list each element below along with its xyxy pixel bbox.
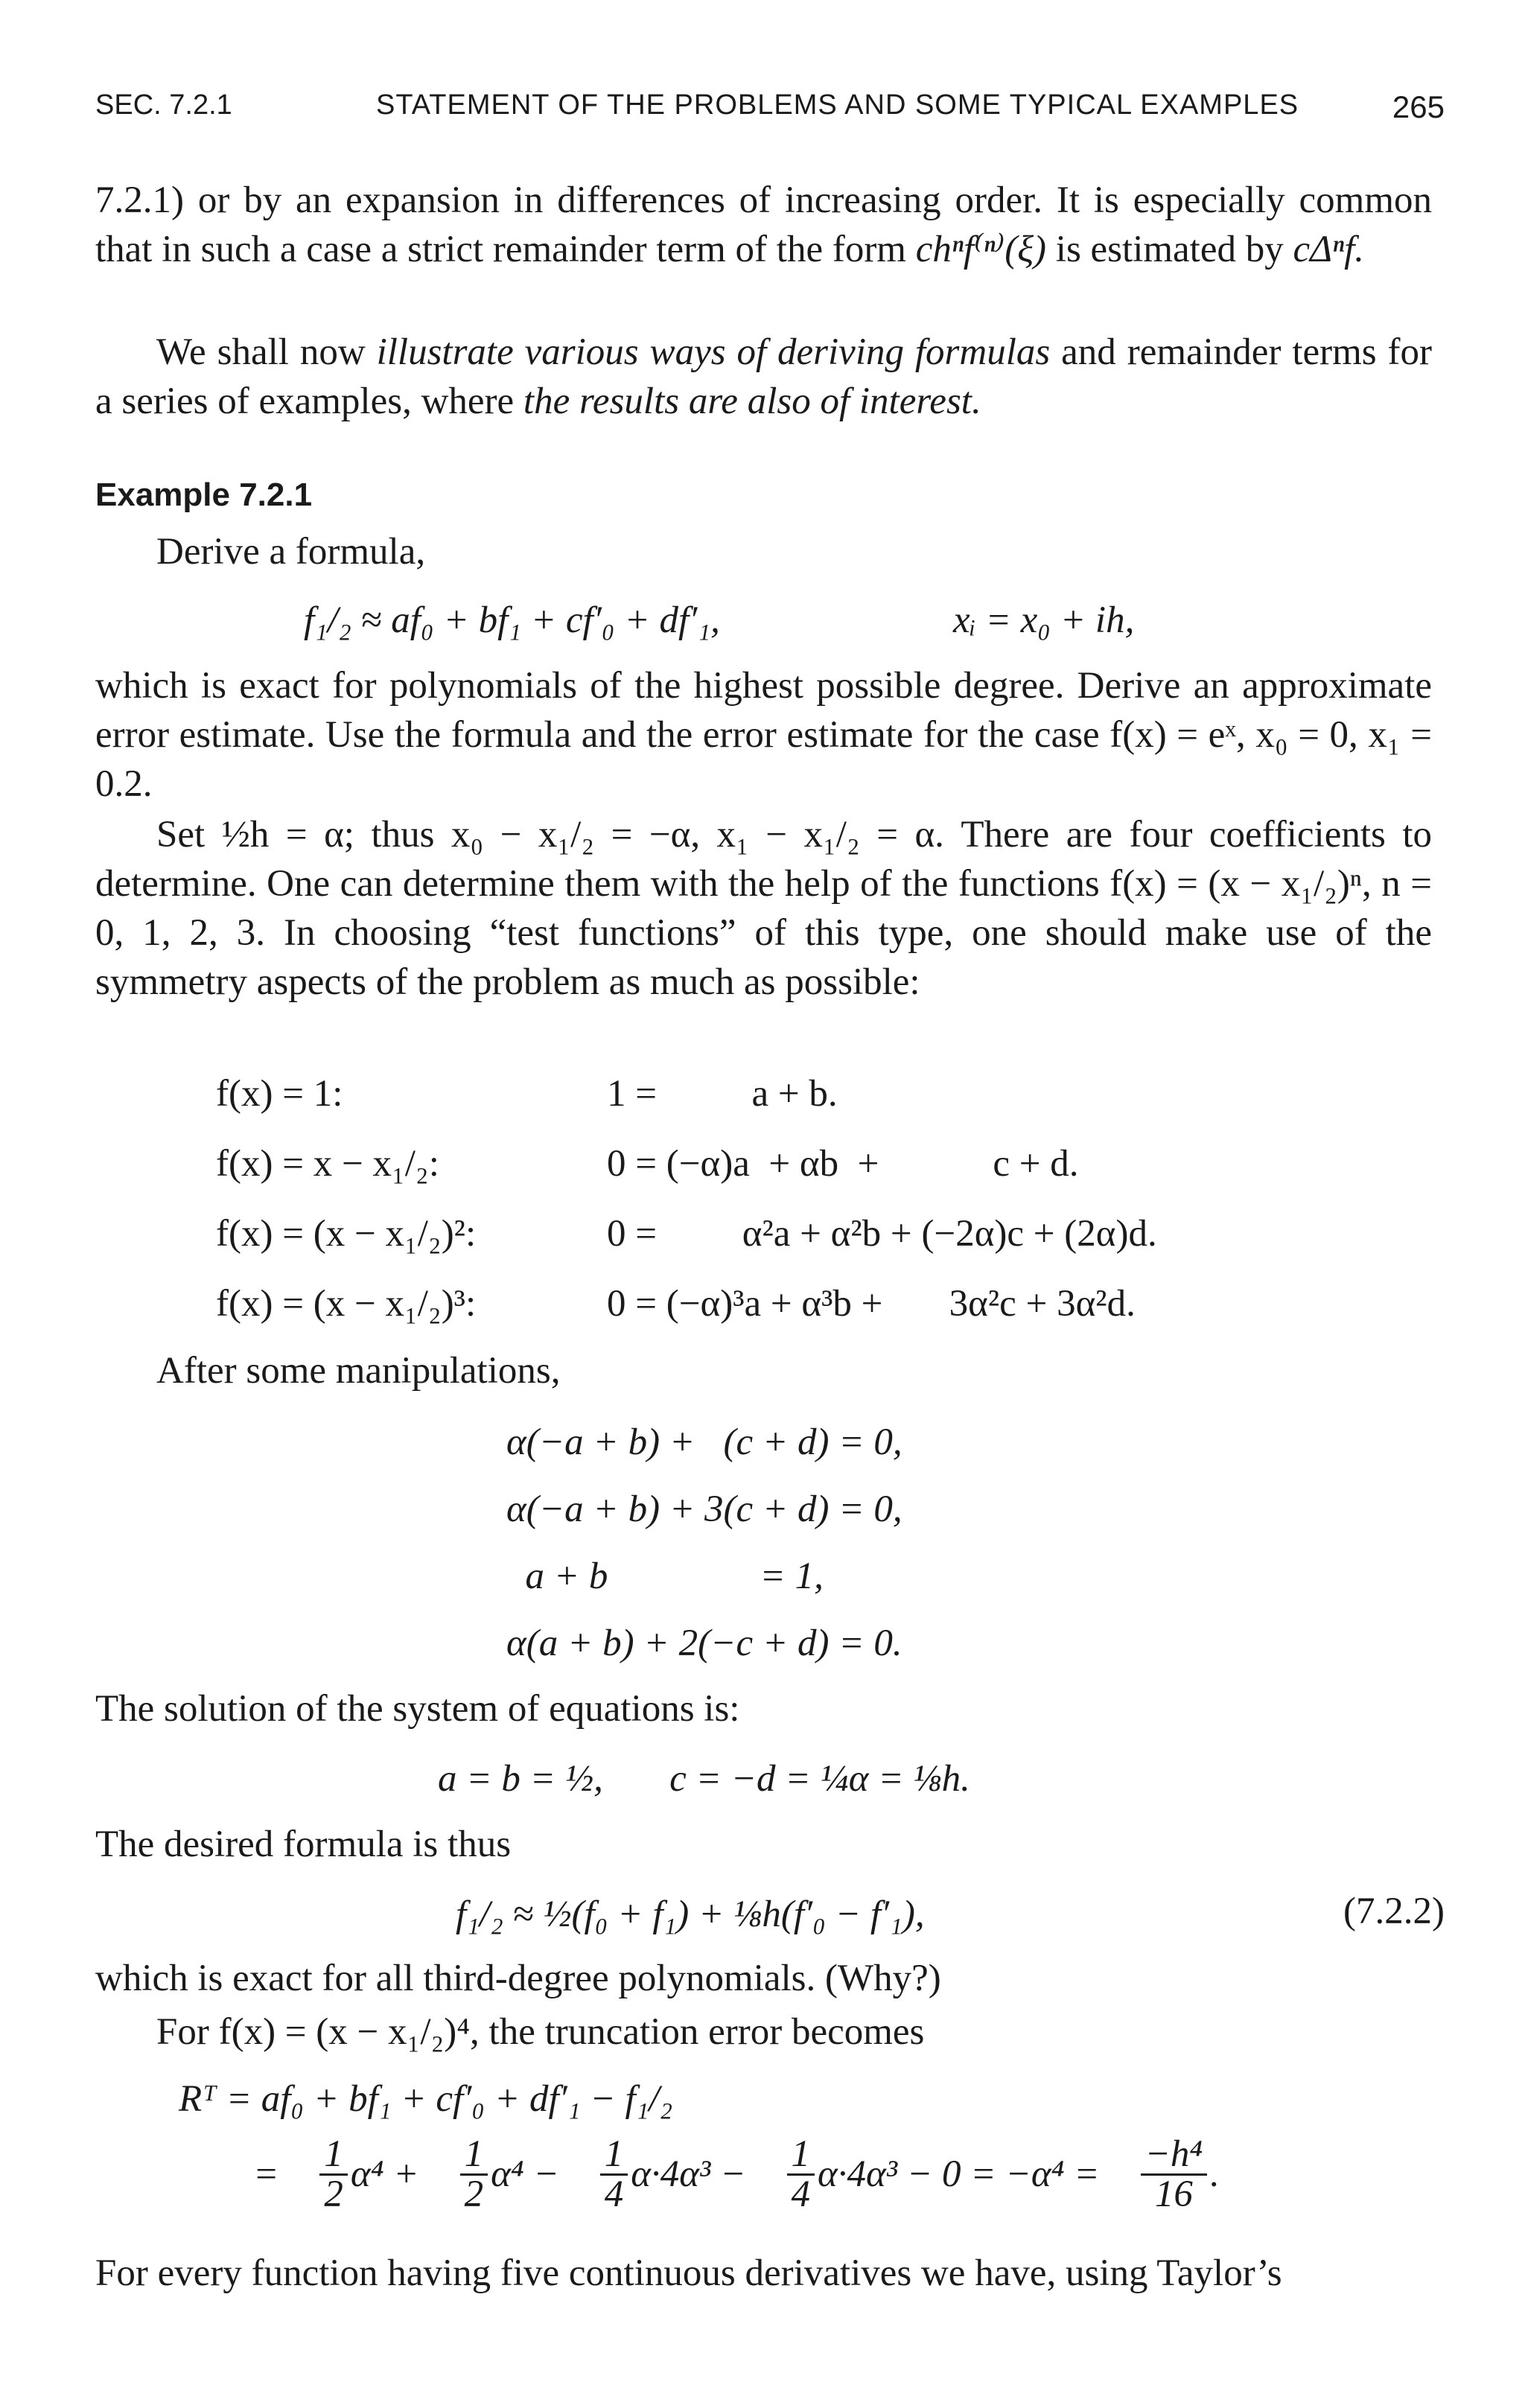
test-eq-0: 1 = a + b.	[607, 1073, 838, 1115]
after-manipulations: After some manipulations,	[156, 1350, 561, 1392]
section-label: SEC. 7.2.1	[95, 89, 232, 121]
test-fn-3: f(x) = (x − x₁/₂)³:	[216, 1283, 477, 1325]
frac-den: 2	[324, 2173, 343, 2215]
example-heading: Example 7.2.1	[95, 477, 313, 513]
intro2-italic-b: the results are also of interest.	[523, 380, 981, 422]
intro-text-a: 7.2.1) or by an expansion in differences of increasing order. It is especially common that in such a case a strict remainder term of the form	[95, 179, 1432, 270]
fraction-quarter-a	[600, 2135, 628, 2214]
intro2-text-a: We shall now	[156, 331, 377, 373]
intro-text-b: is estimated by	[1046, 229, 1293, 270]
exact-third-degree: which is exact for all third-degree polynomials. (Why?)	[95, 1958, 941, 1999]
equals-sign: =	[253, 2153, 279, 2195]
test-fn-1: f(x) = x − x₁/₂:	[216, 1143, 439, 1185]
frac-num: −h⁴	[1141, 2135, 1208, 2176]
intro2-text-b: and remainder terms for a series of examples, where	[95, 331, 1433, 422]
equation-number: (7.2.2)	[1343, 1891, 1445, 1932]
truncation-error-line-1: Rᵀ = af₀ + bf₁ + cf′₀ + df′₁ − f₁/₂	[179, 2078, 673, 2120]
intro2-italic-a: illustrate various ways of deriving formulas	[376, 331, 1051, 373]
formula-approximation: f₁/₂ ≈ af₀ + bf₁ + cf′₀ + df′₁,	[304, 599, 720, 641]
term-b: α⁴ −	[491, 2153, 559, 2195]
paragraph-exact: which is exact for polynomials of the highest possible degree. Derive an approximate error estimate. Use the formula and the error estimate for the case f(x) = eˣ, x₀ = 0, x₁ = 0.2.	[95, 665, 1432, 805]
truncation-intro: For f(x) = (x − x₁/₂)⁴, the truncation error becomes	[156, 2011, 925, 2053]
desired-intro: The desired formula is thus	[95, 1823, 512, 1865]
intro-paragraph-2	[95, 328, 1432, 426]
frac-num: 1	[787, 2135, 815, 2176]
test-fn-0: f(x) = 1:	[216, 1073, 343, 1115]
paragraph-set-alpha: Set ½h = α; thus x₀ − x₁/₂ = −α, x₁ − x₁/₂ = α. There are four coefficients to determine. One can determine them with the help of the functions f(x) = (x − x₁/₂)ⁿ, n = 0, 1, 2, 3. In choosing “test functions” of this type, one should make use of the symmetry aspects of the problem as much as possible:	[95, 814, 1432, 1003]
fraction-half-b	[460, 2135, 488, 2214]
system-eq-3: α(a + b) + 2(−c + d) = 0.	[506, 1622, 902, 1664]
test-eq-1: 0 = (−α)a + αb + c + d.	[607, 1143, 1079, 1185]
test-fn-2: f(x) = (x − x₁/₂)²:	[216, 1213, 477, 1255]
fraction-quarter-b	[787, 2135, 815, 2214]
page-number: 265	[1392, 89, 1445, 124]
frac-den: 4	[791, 2173, 811, 2215]
term-c: α·4α³ −	[631, 2153, 746, 2195]
frac-num: 1	[460, 2135, 488, 2176]
period: .	[1210, 2153, 1220, 2195]
test-eq-3: 0 = (−α)³a + α³b + 3α²c + 3α²d.	[607, 1283, 1136, 1325]
desired-formula: f₁/₂ ≈ ½(f₀ + f₁) + ⅛h(f′₀ − f′₁),	[456, 1893, 925, 1935]
truncation-error-line-2	[253, 2135, 1220, 2214]
difference-formula: cΔⁿf.	[1293, 229, 1365, 270]
term-a: α⁴ +	[350, 2153, 419, 2195]
intro-paragraph-1	[95, 176, 1432, 274]
frac-num: 1	[319, 2135, 348, 2176]
final-line: For every function having five continuous derivatives we have, using Taylor’s	[95, 2252, 1282, 2294]
solution-values: a = b = ½, c = −d = ¼α = ⅛h.	[438, 1758, 970, 1800]
test-eq-2: 0 = α²a + α²b + (−2α)c + (2α)d.	[607, 1213, 1157, 1255]
formula-nodes: xᵢ = x₀ + ih,	[953, 599, 1135, 641]
system-eq-2: a + b = 1,	[506, 1555, 824, 1597]
remainder-formula: chⁿf⁽ⁿ⁾(ξ)	[915, 229, 1047, 270]
solution-intro: The solution of the system of equations is:	[95, 1688, 740, 1730]
frac-den: 2	[464, 2173, 484, 2215]
fraction-h4-16	[1141, 2135, 1208, 2214]
system-eq-1: α(−a + b) + 3(c + d) = 0,	[506, 1488, 902, 1530]
system-eq-0: α(−a + b) + (c + d) = 0,	[506, 1421, 902, 1463]
running-head-title: STATEMENT OF THE PROBLEMS AND SOME TYPICAL EXAMPLES	[376, 89, 1299, 121]
term-d: α·4α³ − 0 = −α⁴ =	[818, 2153, 1100, 2195]
derive-line: Derive a formula,	[156, 531, 426, 573]
fraction-half-a	[319, 2135, 348, 2214]
frac-den: 4	[604, 2173, 624, 2215]
frac-num: 1	[600, 2135, 628, 2176]
frac-den: 16	[1154, 2173, 1193, 2215]
